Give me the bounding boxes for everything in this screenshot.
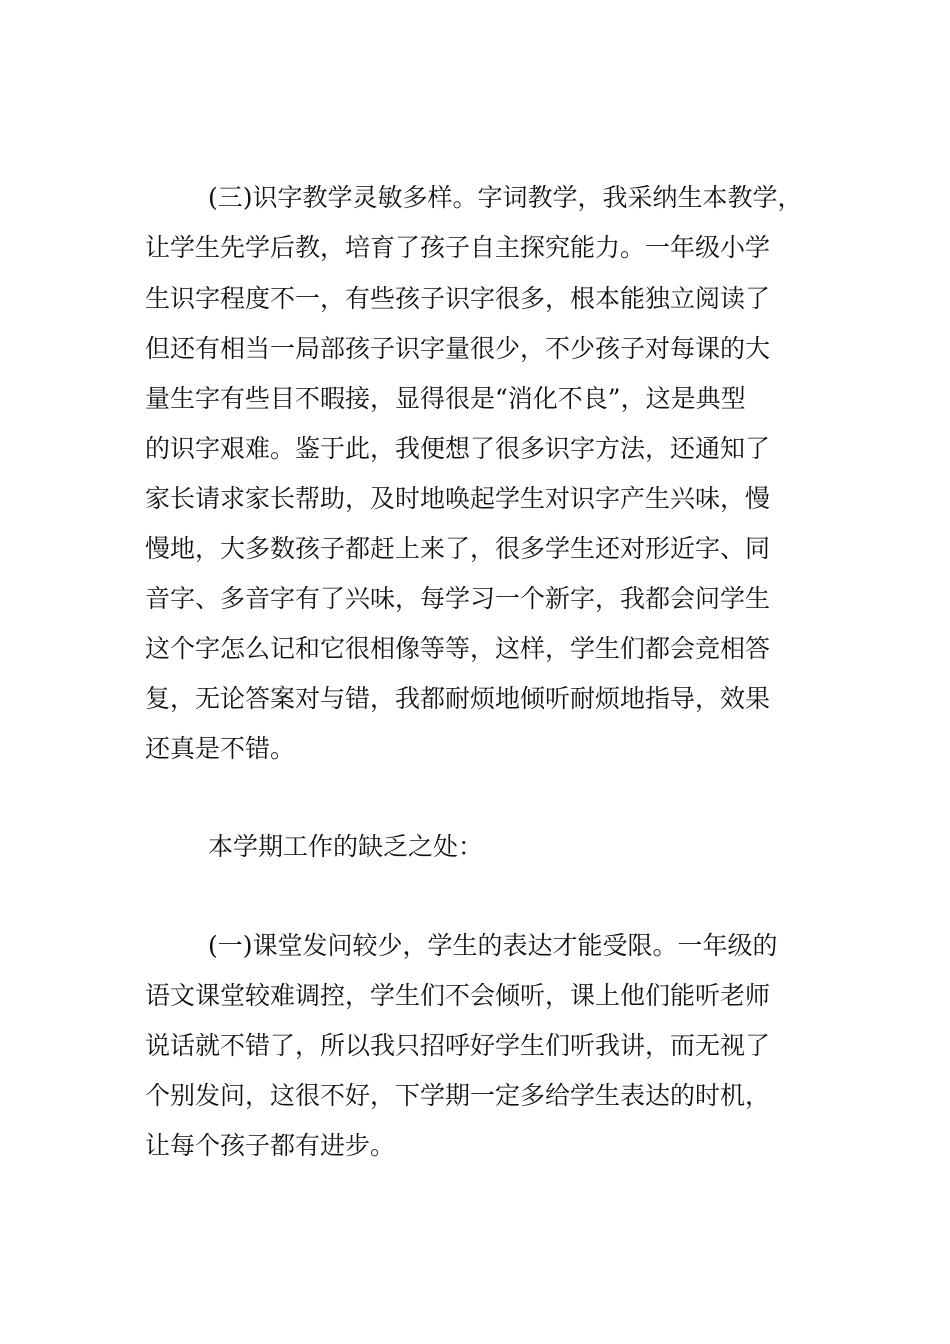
paragraph-2-line-4: 个别发问，这很不好，下学期一定多给学生表达的时机， bbox=[145, 1081, 771, 1110]
paragraph-1-line-7: 家长请求家长帮助，及时地唤起学生对识字产生兴味，慢 bbox=[145, 484, 771, 513]
paragraph-2-line-1: (一)课堂发问较少，学生的表达才能受限。一年级的 bbox=[208, 931, 778, 960]
paragraph-1-line-6: 的识字艰难。鉴于此，我便想了很多识字方法，还通知了 bbox=[145, 434, 771, 463]
paragraph-1-line-11: 复，无论答案对与错，我都耐烦地倾听耐烦地指导，效果 bbox=[145, 684, 771, 713]
paragraph-1-line-10: 这个字怎么记和它很相像等等，这样，学生们都会竞相答 bbox=[145, 634, 771, 663]
paragraph-1-line-12: 还真是不错。 bbox=[145, 734, 296, 763]
paragraph-1-line-2: 让学生先学后教，培育了孩子自主探究能力。一年级小学 bbox=[145, 233, 771, 262]
section-heading: 本学期工作的缺乏之处： bbox=[208, 832, 484, 861]
paragraph-2-line-3: 说话就不错了，所以我只招呼好学生们听我讲，而无视了 bbox=[145, 1031, 771, 1060]
paragraph-1-line-4: 但还有相当一局部孩子识字量很少，不少孩子对每课的大 bbox=[145, 334, 771, 363]
paragraph-2-line-5: 让每个孩子都有进步。 bbox=[145, 1131, 396, 1160]
paragraph-1-line-3: 生识字程度不一，有些孩子识字很多，根本能独立阅读了 bbox=[145, 284, 771, 313]
paragraph-1-line-1: (三)识字教学灵敏多样。字词教学，我采纳生本教学， bbox=[208, 183, 803, 212]
paragraph-1-line-9: 音字、多音字有了兴味，每学习一个新字，我都会问学生 bbox=[145, 584, 771, 613]
paragraph-1-line-8: 慢地，大多数孩子都赶上来了，很多学生还对形近字、同 bbox=[145, 534, 771, 563]
paragraph-2-line-2: 语文课堂较难调控，学生们不会倾听，课上他们能听老师 bbox=[145, 981, 771, 1010]
paragraph-1-line-5: 量生字有些目不暇接，显得很是“消化不良”，这是典型 bbox=[145, 384, 746, 413]
